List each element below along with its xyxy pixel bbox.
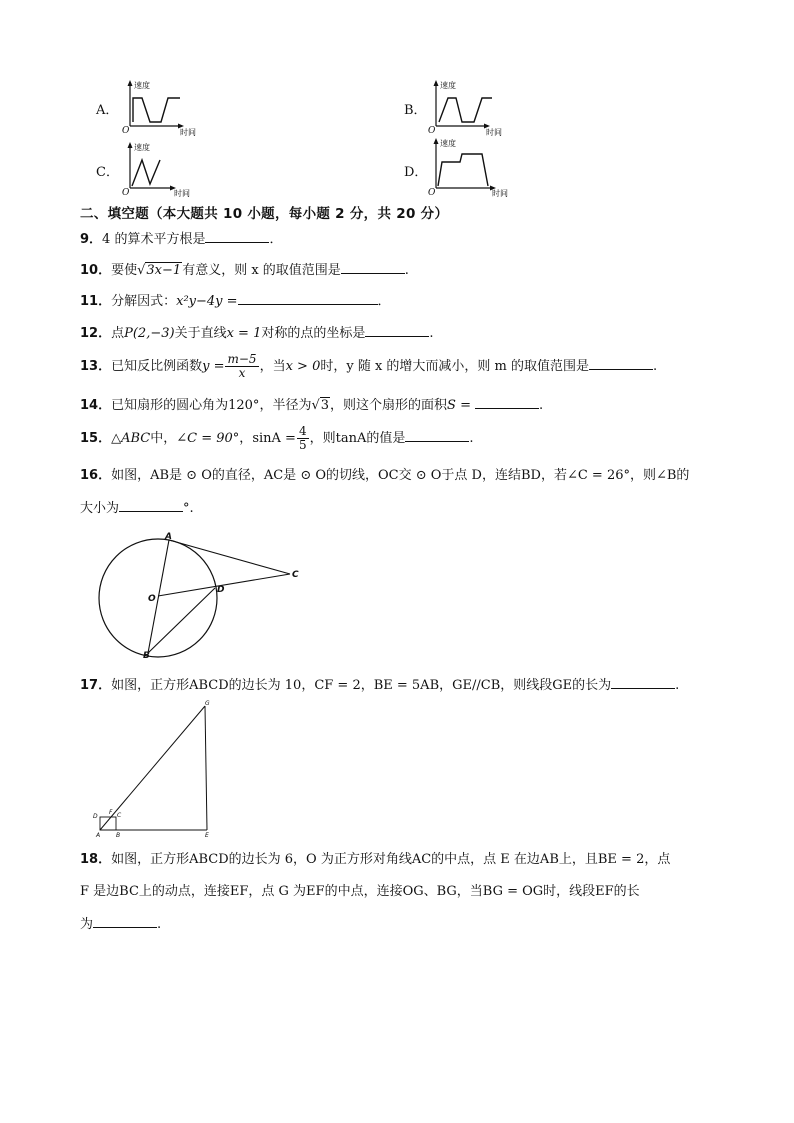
question-12 [80, 322, 434, 344]
math-tan: tanA [335, 431, 367, 446]
math-angle: 120° [228, 398, 260, 413]
math-sin: sinA = [252, 431, 296, 446]
option-d-label[interactable]: D． [404, 165, 428, 180]
question-text: 为 [80, 917, 94, 932]
punct: ． [377, 294, 391, 309]
answer-blank[interactable] [405, 427, 469, 442]
point-o-label: O [148, 594, 156, 604]
option-c-label[interactable]: C． [96, 165, 119, 180]
question-18-cont-2 [80, 913, 161, 935]
point-c-label: C [117, 812, 122, 819]
question-number: 15． [80, 431, 112, 446]
question-17 [80, 674, 679, 696]
section-title: 二、填空题（本大题共 10 小题，每小题 2 分，共 20 分） [80, 206, 449, 222]
point-e-label: E [205, 832, 209, 839]
math-condition: ∠C = 90° [176, 431, 240, 446]
axis-x-label: 时间 [174, 189, 190, 198]
question-text: 4 的算术平方根是 [102, 232, 206, 247]
question-number: 17． [80, 678, 112, 693]
punct: . [653, 359, 658, 374]
question-text: ，则 [309, 431, 336, 446]
axis-y-label: 速度 [134, 143, 150, 152]
question-text: ，半径为 [259, 398, 312, 413]
question-14 [80, 394, 543, 416]
math-condition: x > 0 [285, 359, 321, 374]
answer-blank[interactable] [611, 674, 675, 689]
math-point: P(2,−3) [124, 326, 175, 341]
question-number: 13． [80, 359, 112, 374]
question-number: 14． [80, 398, 112, 413]
question-text: 如图，正方形ABCD的边长为 6，O 为正方形对角线AC的中点，点 E 在边AB上，且BE = 2，点 [111, 852, 671, 867]
option-a-graph [116, 78, 216, 140]
origin-label: O [122, 126, 130, 136]
math-y: y = [202, 359, 225, 374]
question-text: 要使 [111, 263, 138, 278]
question-number: 16． [80, 468, 112, 483]
question-text: 大小为 [80, 501, 120, 516]
question-16-cont [80, 497, 194, 519]
question-11 [80, 290, 391, 312]
origin-label: O [428, 188, 436, 198]
point-b-label: B [116, 832, 121, 839]
question-18-cont-1 [80, 882, 640, 902]
question-text: 如图，正方形ABCD的边长为 10，CF = 2，BE = 5AB，GE//CB，则线段GE的长为 [111, 678, 612, 693]
punct: . [538, 398, 544, 413]
question-text: 有意义，则 x 的取值范围是 [182, 263, 341, 278]
punct: . [469, 431, 474, 446]
figure-17 [88, 700, 220, 844]
question-15 [80, 422, 474, 456]
question-text: 的值是 [366, 431, 406, 446]
question-text: 已知扇形的圆心角为 [111, 398, 229, 413]
answer-blank[interactable] [365, 322, 429, 337]
sqrt-symbol: √ [311, 398, 320, 413]
radicand: 3x−1 [146, 263, 182, 278]
figure-16 [92, 532, 312, 668]
question-text: 点 [111, 326, 125, 341]
point-a-label: A [96, 832, 101, 839]
axis-y-label: 速度 [440, 139, 456, 148]
question-text: ， [239, 431, 253, 446]
punct: . [157, 917, 162, 932]
question-number: 12． [80, 326, 112, 341]
origin-label: O [122, 188, 130, 198]
math-expression: x²y−4y = [176, 294, 238, 309]
punct: . [404, 263, 409, 278]
question-text: ，则这个扇形的面积 [330, 398, 448, 413]
punct: °. [183, 501, 194, 516]
answer-blank[interactable] [205, 228, 269, 243]
point-d-label: D [93, 813, 98, 820]
axis-x-label: 时间 [492, 189, 508, 198]
fraction [297, 425, 309, 452]
point-c-label: C [292, 570, 299, 580]
option-d-graph [422, 136, 532, 202]
punct: ． [269, 232, 283, 247]
axis-y-label: 速度 [440, 81, 456, 90]
option-a-label[interactable]: A． [96, 103, 119, 118]
answer-blank[interactable] [341, 259, 405, 274]
math-triangle: △ABC [111, 431, 151, 446]
denominator: 5 [298, 438, 307, 452]
radicand: 3 [320, 398, 330, 413]
point-d-label: D [217, 585, 225, 595]
point-a-label: A [165, 532, 172, 542]
punct: . [429, 326, 434, 341]
question-text: 分解因式： [111, 294, 177, 309]
question-number: 9． [80, 232, 103, 247]
axis-y-label: 速度 [134, 81, 150, 90]
question-text: 已知反比例函数 [111, 359, 203, 374]
question-text: 关于直线 [174, 326, 227, 341]
question-18 [80, 850, 670, 870]
question-13 [80, 350, 657, 384]
numerator: 4 [298, 424, 307, 438]
answer-blank[interactable] [475, 394, 539, 409]
question-text: F 是边BC上的动点，连接EF，点 G 为EF的中点，连接OG、BG，当BG = OG时，线段EF的长 [80, 884, 640, 899]
axis-x-label: 时间 [486, 128, 502, 137]
sqrt-symbol: √ [137, 263, 146, 278]
option-b-label[interactable]: B． [404, 103, 427, 118]
denominator: x [238, 366, 246, 380]
axis-x-label: 时间 [180, 128, 196, 137]
point-g-label: G [205, 700, 210, 707]
option-c-graph [116, 140, 216, 202]
math-line: x = 1 [226, 326, 262, 341]
question-9 [80, 228, 282, 250]
numerator: m−5 [227, 352, 257, 366]
answer-blank[interactable] [589, 355, 653, 370]
question-number: 11． [80, 294, 112, 309]
question-10 [80, 259, 409, 281]
origin-label: O [428, 126, 436, 136]
answer-blank[interactable] [119, 497, 183, 512]
punct: . [675, 678, 680, 693]
question-text: 时，y 随 x 的增大而减小，则 m 的取值范围是 [320, 359, 590, 374]
answer-blank[interactable] [93, 913, 157, 928]
question-16 [80, 466, 689, 486]
question-text: 对称的点的坐标是 [261, 326, 366, 341]
math-s: S = [447, 398, 471, 413]
fraction [225, 353, 258, 380]
option-b-graph [422, 78, 522, 140]
question-text: 如图，AB是 ⊙ O的直径，AC是 ⊙ O的切线，OC交 ⊙ O于点 D，连结BD，若∠C = 26°，则∠B的 [111, 468, 690, 483]
question-number: 18． [80, 852, 112, 867]
question-number: 10． [80, 263, 112, 278]
question-text: 中， [150, 431, 177, 446]
question-text: ，当 [259, 359, 286, 374]
answer-blank[interactable] [238, 290, 378, 305]
point-b-label: B [143, 651, 150, 661]
point-f-label: F [109, 809, 113, 816]
